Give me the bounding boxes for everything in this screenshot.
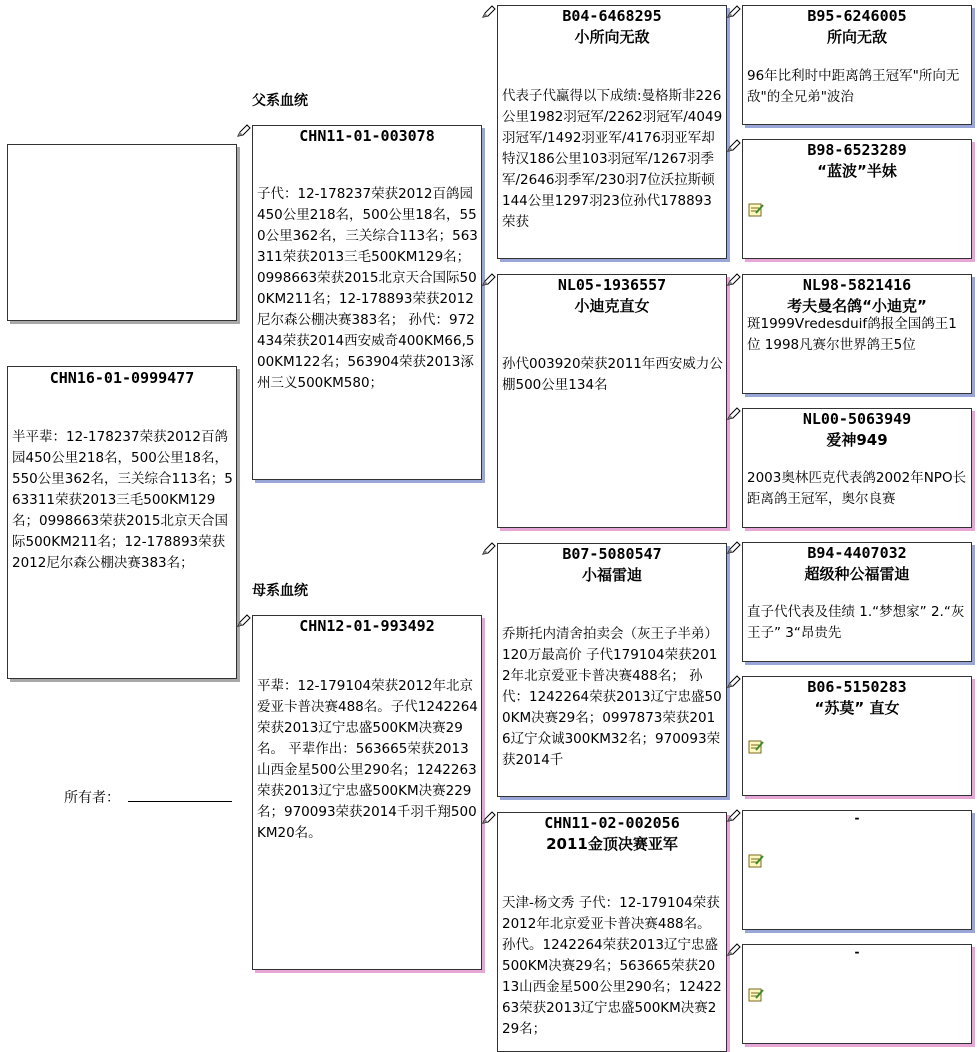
pencil-icon[interactable] [236, 124, 252, 138]
ggp-sdd-card[interactable] [742, 408, 972, 528]
sire-card[interactable] [252, 125, 482, 480]
ggp-sss-card[interactable] [742, 5, 972, 125]
ggp-ssd-name: “蓝波”半妹 [817, 162, 897, 180]
granddam-paternal-text: 孙代003920荣获2011年西安威力公棚500公里134名 [502, 356, 723, 393]
pencil-icon[interactable] [481, 811, 497, 825]
pencil-icon[interactable] [236, 614, 252, 628]
ggp-dds-ring: - [853, 811, 861, 825]
ggp-sss-ring: B95-6246005 [807, 7, 907, 25]
dam-card[interactable] [252, 615, 482, 970]
mother-line-label: 母系血统 [252, 583, 308, 599]
granddam-maternal-name: 2011金顶决赛亚军 [546, 835, 678, 853]
pencil-icon[interactable] [726, 675, 742, 689]
grandsire-maternal-name: 小福雷迪 [581, 566, 642, 584]
ggp-ddd-card[interactable] [742, 944, 972, 1044]
grandsire-paternal-ring: B04-6468295 [562, 7, 662, 25]
ggp-sss-text: 96年比利时中距离鸽王冠军"所向无敌"的全兄弟"波治 [747, 68, 960, 105]
ggp-dds-card[interactable] [742, 810, 972, 930]
pencil-icon[interactable] [726, 273, 742, 287]
ggp-sds-ring: NL98-5821416 [802, 276, 912, 294]
ggp-ddd-ring: - [853, 945, 861, 959]
ggp-sds-card[interactable] [742, 274, 972, 394]
granddam-maternal-text: 天津-杨文秀 子代：12-179104荣获2012年北京爱亚卡普决赛488名。 孙代。1242264荣获2013辽宁忠盛500KM决赛29名；563665荣获2013山西金星500公里290名；1242263荣获2013辽宁忠盛500KM决赛229名； [502, 895, 722, 1037]
granddam-paternal-card[interactable] [497, 274, 727, 528]
ggp-sdd-name: 爱神949 [826, 431, 888, 449]
pencil-icon[interactable] [481, 273, 497, 287]
sire-ring: CHN11-01-003078 [299, 127, 435, 145]
grandsire-paternal-text: 代表子代赢得以下成绩:曼格斯非226公里1982羽冠军/2262羽冠军/4049羽冠军/1492羽亚军/4176羽亚军却特汉186公里103羽冠军/1267羽季军/2646羽季军/230羽7位沃拉斯顿144公里1297羽23位孙代178893荣获 [502, 88, 723, 230]
note-icon[interactable] [748, 987, 764, 1002]
pencil-icon[interactable] [726, 943, 742, 957]
granddam-maternal-card[interactable] [497, 812, 727, 1052]
ggp-dss-ring: B94-4407032 [807, 544, 907, 562]
subject-ring: CHN16-01-0999477 [49, 369, 195, 387]
ggp-sdd-text: 2003奥林匹克代表鸽2002年NPO长距离鸽王冠军，奥尔良赛 [747, 470, 967, 507]
photo-box [7, 144, 237, 321]
pencil-icon[interactable] [481, 542, 497, 556]
ggp-sds-name: 考夫曼名鸽“小迪克” [787, 297, 927, 315]
ggp-dss-name: 超级种公福雷迪 [804, 565, 910, 583]
ggp-ssd-card[interactable] [742, 139, 972, 259]
owner-label: 所有者： [64, 790, 120, 806]
grandsire-maternal-text: 乔斯托内清舍拍卖会（灰王子半弟）120万最高价 子代179104荣获2012年北京爱亚卡普决赛488名； 孙代：1242264荣获2013辽宁忠盛500KM决赛29名；0997873荣获2016辽宁众诚300KM32名；970093荣获2014千 [502, 626, 722, 768]
ggp-dsd-card[interactable] [742, 676, 972, 796]
ggp-sdd-ring: NL00-5063949 [802, 410, 912, 428]
ggp-dss-text: 直子代代表及佳绩 1.“梦想家” 2.“灰王子” 3“昂贵先 [747, 604, 965, 641]
note-icon[interactable] [748, 739, 764, 754]
ggp-dsd-name: “苏莫” 直女 [814, 699, 900, 717]
pencil-icon[interactable] [726, 809, 742, 823]
pencil-icon[interactable] [726, 541, 742, 555]
owner-field[interactable] [128, 801, 232, 802]
grandsire-paternal-name: 小所向无敌 [574, 28, 650, 46]
grandsire-paternal-card[interactable] [497, 5, 727, 259]
granddam-maternal-ring: CHN11-02-002056 [544, 814, 680, 832]
pencil-icon[interactable] [726, 5, 742, 19]
dam-text: 平辈：12-179104荣获2012年北京爱亚卡普决赛488名。子代1242264荣获2013辽宁忠盛500KM决赛29名。 平辈作出：563665荣获2013山西金星500公里290名；1242263荣获2013辽宁忠盛500KM决赛229名；970093荣获2014千羽千翔500KM20名。 [257, 678, 478, 841]
father-line-label: 父系血统 [252, 93, 308, 109]
sire-text: 子代：12-178237荣获2012百鸽园450公里218名，500公里18名，550公里362名，三关综合113名；563311荣获2013三毛500KM129名；0998663荣获2015北京天合国际500KM211名；12-178893荣获2012尼尔森公棚决赛383名； 孙代：972434荣获2014西安威奇400KM66,500KM122名；563904荣获2013涿州三义500KM580； [257, 186, 478, 391]
subject-card[interactable] [7, 366, 237, 679]
granddam-paternal-ring: NL05-1936557 [557, 276, 667, 294]
note-icon[interactable] [748, 853, 764, 868]
grandsire-maternal-ring: B07-5080547 [562, 545, 662, 563]
ggp-sss-name: 所向无敌 [826, 28, 887, 46]
note-icon[interactable] [748, 202, 764, 217]
ggp-dss-card[interactable] [742, 542, 972, 662]
grandsire-maternal-card[interactable] [497, 543, 727, 797]
granddam-paternal-name: 小迪克直女 [574, 297, 650, 315]
pencil-icon[interactable] [481, 5, 497, 19]
ggp-dsd-ring: B06-5150283 [807, 678, 907, 696]
pencil-icon[interactable] [726, 139, 742, 153]
ggp-ssd-ring: B98-6523289 [807, 141, 907, 159]
dam-ring: CHN12-01-993492 [299, 617, 435, 635]
ggp-sds-text: 斑1999Vredesduif鸽报全国鸽王1位 1998凡赛尔世界鸽王5位 [747, 316, 957, 353]
pencil-icon[interactable] [726, 407, 742, 421]
subject-text: 半平辈：12-178237荣获2012百鸽园450公里218名，500公里18名，550公里362名，三关综合113名；563311荣获2013三毛500KM129名；0998663荣获2015北京天合国际500KM211名；12-178893荣获2012尼尔森公棚决赛383名； [12, 429, 233, 571]
